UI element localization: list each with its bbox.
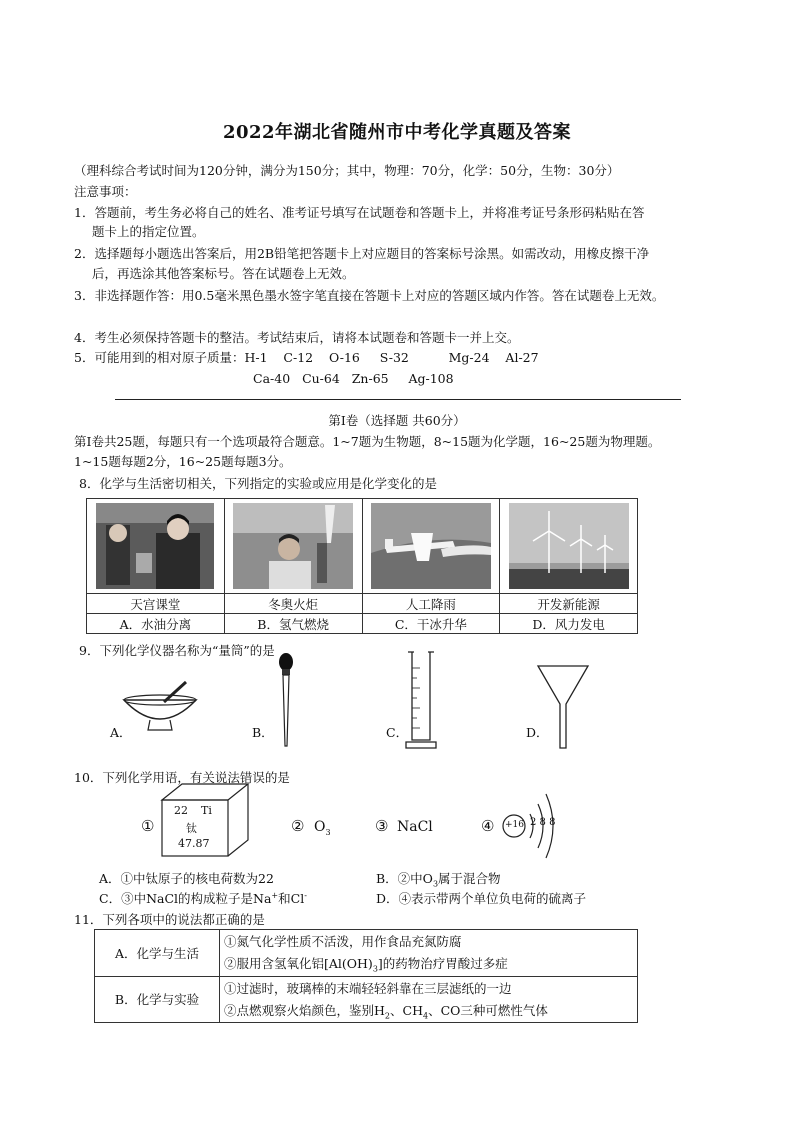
q10-item-3: ③ xyxy=(375,817,389,835)
ti-symbol: Ti xyxy=(201,804,212,817)
dropper-icon xyxy=(274,652,298,750)
q8-caption: 天宫课堂 xyxy=(87,594,225,614)
note-5-cont: Ca-40 Cu-64 Zn-65 Ag-108 xyxy=(253,371,454,386)
section-desc-1: 第Ⅰ卷共25题，每题只有一个选项最符合题意。1~7题为生物题，8~15题为化学题，16~25题为物理题。 xyxy=(74,434,661,449)
q9-label-d: D． xyxy=(526,725,549,740)
q9-label-c: C． xyxy=(386,725,409,740)
graduated-cylinder-icon xyxy=(404,648,438,750)
note-3: 3．非选择题作答：用0.5毫米黑色墨水签字笔直接在答题卡上对应的答题区域内作答。答在试题卷上无效。 xyxy=(74,288,665,303)
q8-table xyxy=(86,498,638,634)
page-title: 2022年湖北省随州市中考化学真题及答案 xyxy=(222,122,572,143)
note-1: 1．答题前，考生务必将自己的姓名、准考证号填写在试题卷和答题卡上，并将准考证号条形码粘贴在答 xyxy=(74,205,645,220)
table-row xyxy=(95,976,638,999)
table-row xyxy=(95,930,638,953)
q10-option-d: D．④表示带两个单位负电荷的硫离子 xyxy=(376,891,587,906)
q9-label-b: B． xyxy=(252,725,274,740)
q8-option-c: C．干冰升华 xyxy=(362,614,500,634)
ti-mass: 47.87 xyxy=(178,837,210,850)
q9-label-a: A． xyxy=(110,725,132,740)
q10-option-b: B．②中$O_3$属于混合物 xyxy=(376,871,501,889)
q11-row-line: ②点燃观察火焰颜色，鉴别$H_2$、$CH_4$、CO三种可燃性气体 xyxy=(220,999,638,1023)
ozone-formula: $O_3$ xyxy=(314,819,331,837)
note-5: 5．可能用到的相对原子质量：H-1 C-12 O-16 S-32 Mg-24 Al-27 xyxy=(74,350,539,365)
note-1-cont: 题卡上的指定位置。 xyxy=(92,224,205,239)
q8-option-a: A．水油分离 xyxy=(87,614,225,634)
q11-row-label: A．化学与生活 xyxy=(95,930,220,977)
exam-info: （理科综合考试时间为120分钟，满分为150分；其中，物理：70分，化学：50分，生物：30分） xyxy=(74,163,620,178)
mortar-icon xyxy=(120,678,200,738)
note-2-cont: 后，再选涂其他答案标号。答在试题卷上无效。 xyxy=(92,266,355,281)
q8-option-d: D．风力发电 xyxy=(500,614,638,634)
sulfur-nucleus: +16 xyxy=(505,820,524,830)
q8-image-plane xyxy=(362,499,500,594)
q8-stem: 8．化学与生活密切相关，下列指定的实验或应用是化学变化的是 xyxy=(79,476,437,491)
q8-caption: 人工降雨 xyxy=(362,594,500,614)
q10-option-a: A．①中钛原子的核电荷数为22 xyxy=(99,871,274,886)
nacl-formula: NaCl xyxy=(397,819,433,835)
q11-table xyxy=(94,929,638,1023)
ti-name: 钛 xyxy=(186,822,197,835)
funnel-icon xyxy=(536,662,590,750)
q10-item-2: ② xyxy=(291,817,305,835)
section-desc-2: 1~15题每题2分，16~25题每题3分。 xyxy=(74,454,292,469)
q8-option-b: B．氢气燃烧 xyxy=(224,614,362,634)
q10-stem: 10．下列化学用语，有关说法错误的是 xyxy=(74,770,290,785)
q11-row-line: ②服用含氢氧化铝$[Al(OH)_3]$的药物治疗胃酸过多症 xyxy=(220,952,638,976)
q11-row-label: B．化学与实验 xyxy=(95,976,220,1023)
q10-option-c: C．③中NaCl的构成粒子是Na+和Cl- xyxy=(99,890,307,906)
q9-stem: 9．下列化学仪器名称为“量筒”的是 xyxy=(79,643,275,658)
q8-caption: 开发新能源 xyxy=(500,594,638,614)
ti-atomic-number: 22 xyxy=(174,804,188,817)
note-4: 4．考生必须保持答题卡的整洁。考试结束后，请将本试题卷和答题卡一并上交。 xyxy=(74,330,520,345)
note-2: 2．选择题每小题选出答案后，用2B铅笔把答题卡上对应题目的答案标号涂黑。如需改动，用橡皮擦干净 xyxy=(74,246,650,261)
q11-row-line: ①过滤时，玻璃棒的末端轻轻斜靠在三层滤纸的一边 xyxy=(220,976,638,999)
q11-row-line: ①氮气化学性质不活泼，用作食品充氮防腐 xyxy=(220,930,638,953)
notes-heading: 注意事项： xyxy=(74,184,137,199)
q11-stem: 11．下列各项中的说法都正确的是 xyxy=(74,912,265,927)
q10-item-1: ① xyxy=(141,817,155,835)
q8-image-torch xyxy=(224,499,362,594)
q8-caption: 冬奥火炬 xyxy=(224,594,362,614)
divider xyxy=(115,399,681,400)
section-heading: 第Ⅰ卷（选择题 共60分） xyxy=(328,413,466,428)
sulfur-shells: 2 8 8 xyxy=(530,817,556,828)
q10-item-4: ④ xyxy=(481,817,495,835)
q8-image-tiangong xyxy=(87,499,225,594)
q8-image-wind xyxy=(500,499,638,594)
